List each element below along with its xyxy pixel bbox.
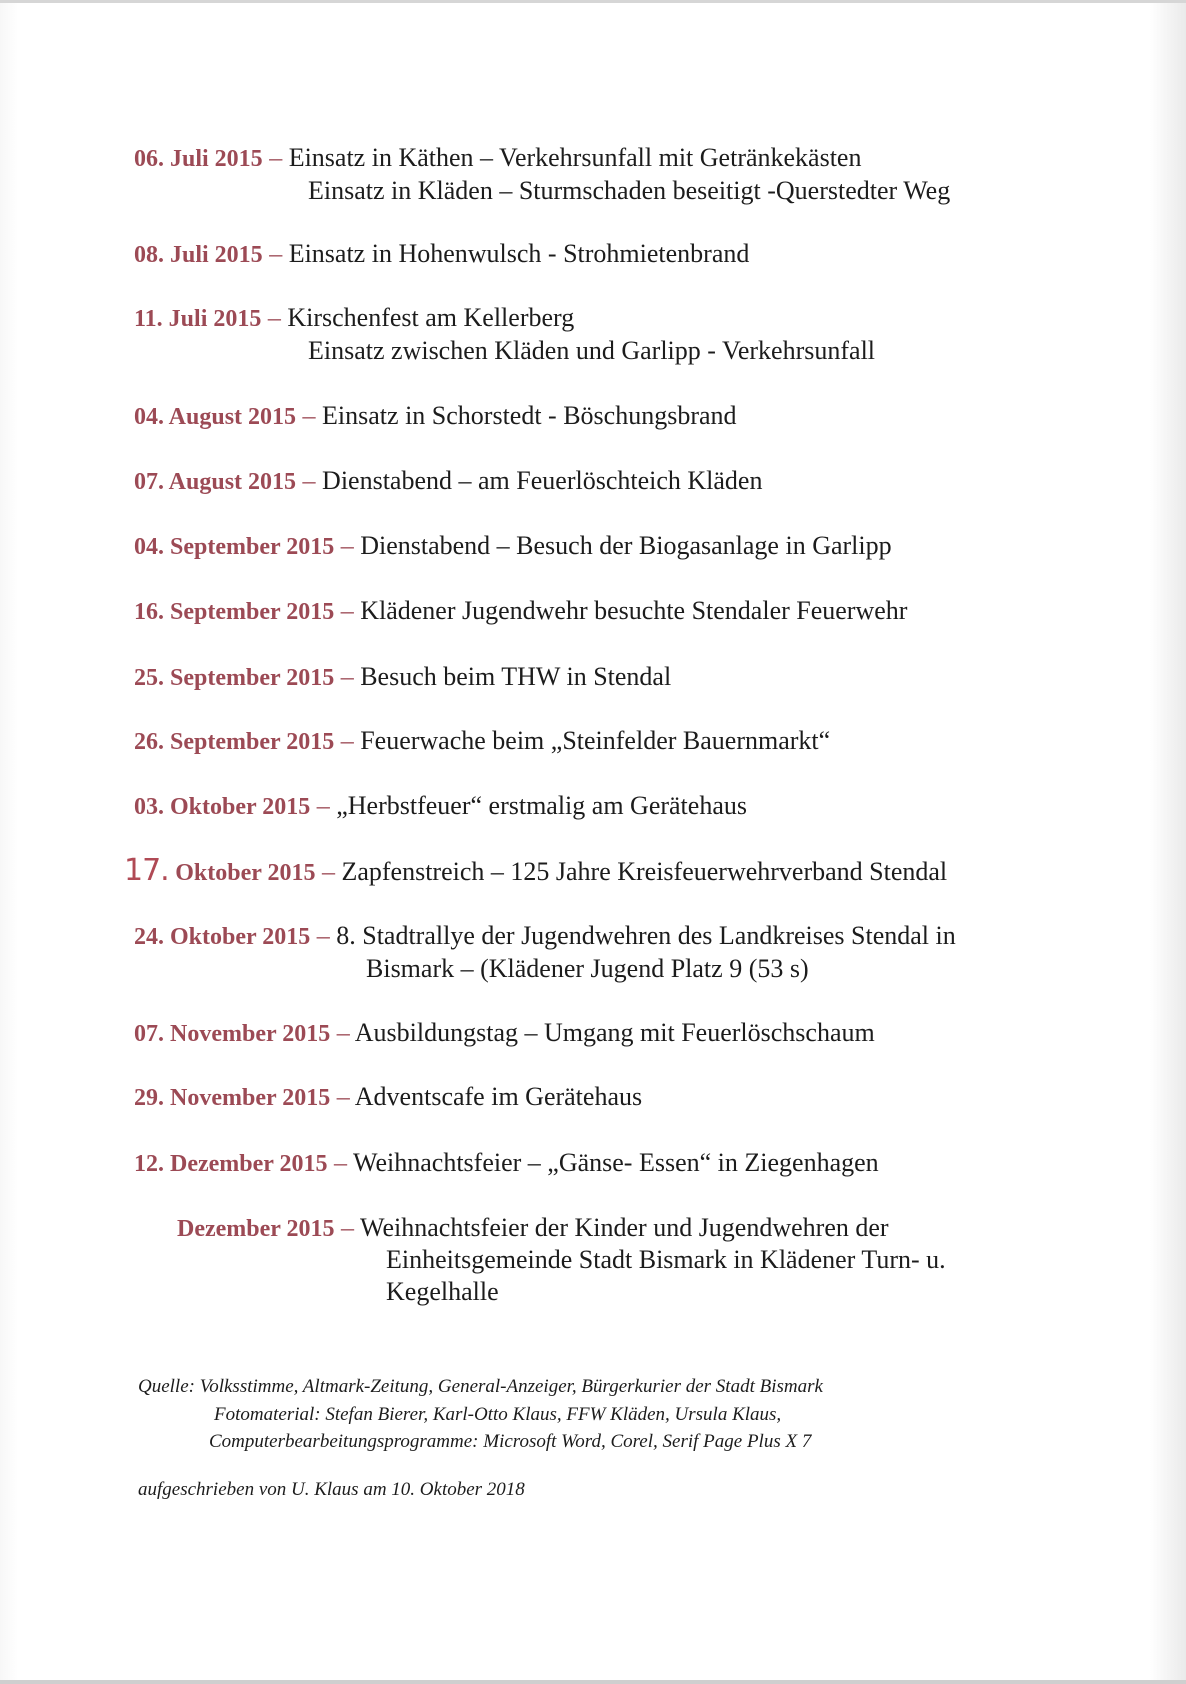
entry-date: 16. September 2015 [134,599,335,625]
entry-dash: – [334,531,361,560]
footer-photo-credits: Fotomaterial: Stefan Bierer, Karl-Otto Klaus, FFW Kläden, Ursula Klaus, [214,1404,782,1425]
entry-dash: – [262,143,289,172]
entry-date: 06. Juli 2015 [134,146,263,172]
entry-dash: – [261,303,288,332]
entry-first-line [134,661,671,694]
entry-first-line [134,400,737,433]
entry-description: Dienstabend – am Feuerlöschteich Kläden [322,466,763,495]
footer-source: Quelle: Volksstimme, Altmark-Zeitung, General-Anzeiger, Bürgerkurier der Stadt Bismark [138,1376,823,1397]
entry-date: Oktober 2015 [175,860,316,886]
entry-first-line [134,142,861,175]
entry-first-line [134,302,574,335]
footer-author: aufgeschrieben von U. Klaus am 10. Oktober 2018 [138,1479,525,1500]
entry-date: 04. August 2015 [134,404,297,430]
entry-continuation: Kegelhalle [386,1277,499,1306]
page-bottom-edge [0,1680,1186,1684]
entry-date: 07. August 2015 [134,469,297,495]
footer-software: Computerbearbeitungsprogramme: Microsoft Word, Corel, Serif Page Plus X 7 [209,1431,812,1452]
entry-date: 03. Oktober 2015 [134,794,311,820]
entry-dash: – [327,1148,354,1177]
entry-description: Einsatz in Schorstedt - Böschungsbrand [322,401,737,430]
entry-description: Ausbildungstag – Umgang mit Feuerlöschschaum [354,1018,875,1047]
entry-first-line [134,238,749,271]
entry-dash: – [310,921,337,950]
entry-first-line [134,530,892,563]
entry-dash: – [330,1018,355,1047]
page-top-edge [0,0,1186,3]
entry-date: 29. November 2015 [134,1085,331,1111]
entry-description: Weihnachtsfeier – „Gänse- Essen“ in Ziegenhagen [353,1148,879,1177]
entry-continuation: Bismark – (Klädener Jugend Platz 9 (53 s) [366,954,809,983]
entry-description: Zapfenstreich – 125 Jahre Kreisfeuerwehrverband Stendal [341,857,948,886]
entry-description: 8. Stadtrallye der Jugendwehren des Landkreises Stendal in [336,921,956,950]
entry-date: 07. November 2015 [134,1021,331,1047]
entry-description: Adventscafe im Gerätehaus [354,1082,643,1111]
entry-dash: – [262,239,289,268]
entry-date: 12. Dezember 2015 [134,1151,328,1177]
entry-first-line [134,725,830,758]
entry-dash: – [334,596,361,625]
entry-continuation: Einheitsgemeinde Stadt Bismark in Klädener Turn- u. [386,1245,946,1274]
entry-date: Dezember 2015 [177,1216,335,1242]
entry-description: Klädener Jugendwehr besuchte Stendaler Feuerwehr [360,596,908,625]
entry-description: Besuch beim THW in Stendal [360,662,672,691]
entry-date: 26. September 2015 [134,729,335,755]
entry-dash: – [330,1082,355,1111]
entry-description: Einsatz in Hohenwulsch - Strohmietenbrand [288,239,750,268]
entry-dash: – [296,466,323,495]
entry-date: 24. Oktober 2015 [134,924,311,950]
entry-continuation: Einsatz zwischen Kläden und Garlipp - Verkehrsunfall [308,336,876,365]
entry-date: 04. September 2015 [134,534,335,560]
entry-dash: – [334,1213,361,1242]
entry-description: Einsatz in Käthen – Verkehrsunfall mit Getränkekästen [288,143,862,172]
entry-description: „Herbstfeuer“ erstmalig am Gerätehaus [336,791,747,820]
entry-first-line [134,1081,642,1114]
entry-first-line [134,790,747,823]
entry-first-line [177,1212,889,1245]
entry-first-line [124,855,947,889]
entry-dash: – [334,726,361,755]
entry-description: Kirschenfest am Kellerberg [287,303,575,332]
entry-first-line [134,465,762,498]
entry-dash: – [334,662,361,691]
entry-first-line [134,1017,875,1050]
entry-first-line [134,1147,879,1180]
entry-description: Weihnachtsfeier der Kinder und Jugendwehren der [360,1213,889,1242]
entry-dash: – [296,401,323,430]
entry-dash: – [310,791,337,820]
entry-dash: – [315,857,342,886]
entry-description: Dienstabend – Besuch der Biogasanlage in Garlipp [360,531,892,560]
entry-first-line [134,595,907,628]
entry-date: 25. September 2015 [134,665,335,691]
entry-first-line [134,920,956,953]
entry-date: 08. Juli 2015 [134,242,263,268]
entry-date: 11. Juli 2015 [134,306,262,332]
entry-continuation: Einsatz in Kläden – Sturmschaden beseitigt -Querstedter Weg [308,176,951,205]
entry-description: Feuerwache beim „Steinfelder Bauernmarkt“ [360,726,831,755]
handwritten-day: 17. [124,853,169,888]
